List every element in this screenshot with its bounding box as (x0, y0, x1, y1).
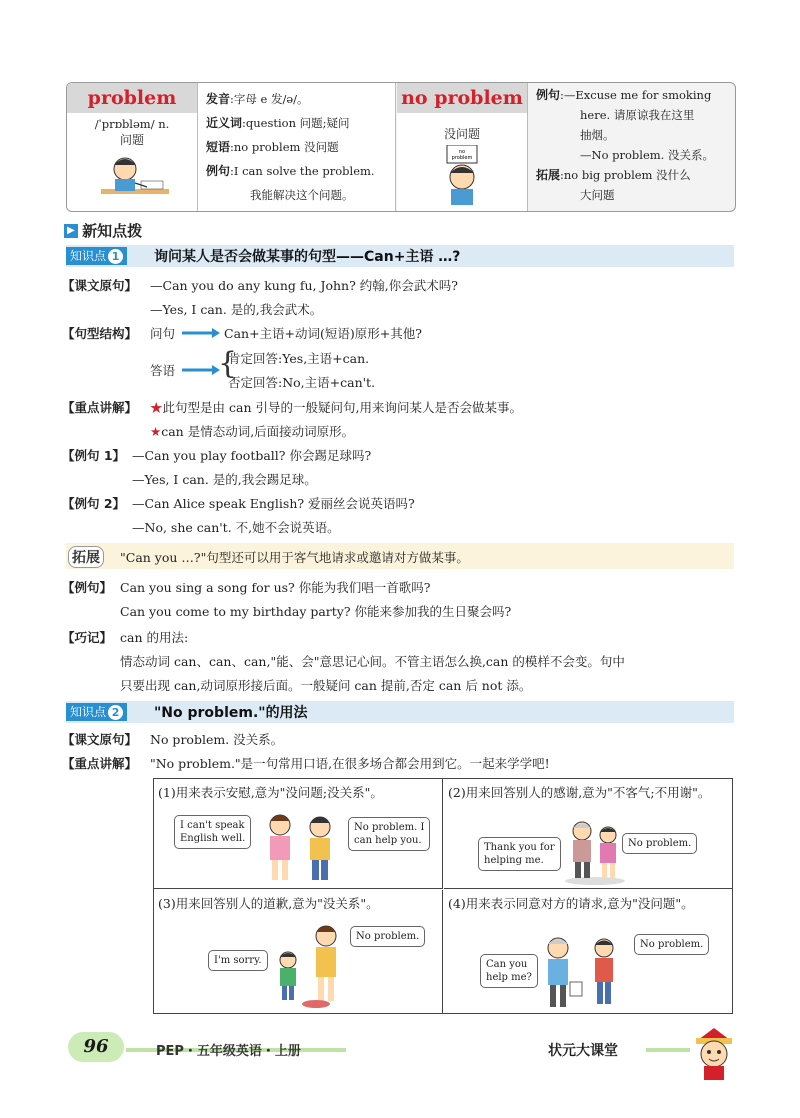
example-line: —Yes, I can. 是的,我会踢足球。 (132, 472, 317, 487)
word-card-no-problem (397, 83, 528, 211)
note-row: 短语:no problem 没问题 (206, 140, 339, 154)
kp1-source-line: —Can you do any kung fu, John? 约翰,你会武术吗? (150, 278, 458, 293)
kp2-key-label: 【重点讲解】 (62, 756, 138, 771)
kids-talking-illustration (260, 809, 340, 885)
note-row: 发音:字母 e 发/ə/。 (206, 92, 309, 106)
kp1-source-label: 【课文原句】 (62, 278, 138, 293)
vocab-box (66, 82, 736, 212)
kp1-header (66, 245, 734, 267)
answer-label: 答语 (150, 363, 176, 378)
usage-title: (3)用来回答别人的道歉,意为"没关系"。 (158, 896, 379, 911)
boy-holding-sign-illustration (427, 145, 497, 207)
speech-bubble: Thank you for helping me. (478, 837, 561, 871)
note-row: 例句:I can solve the problem. (206, 164, 375, 178)
usage-grid (153, 778, 733, 1014)
word-problem: problem (67, 83, 197, 113)
speech-bubble: I can't speak English well. (174, 815, 251, 849)
note-row-cont: 抽烟。 (580, 128, 615, 142)
speech-bubble: No problem. (634, 934, 709, 955)
usage-title: (4)用来表示同意对方的请求,意为"没问题"。 (448, 896, 694, 911)
sign-text-1: no (458, 149, 466, 155)
tip-label: 【巧记】 (62, 630, 113, 645)
brace-icon: { (218, 346, 238, 381)
kp1-tag: 知识点 1 (66, 247, 127, 265)
example-line: Can you sing a song for us? 你能为我们唱一首歌吗? (120, 580, 431, 595)
kp1-key-label: 【重点讲解】 (62, 400, 138, 415)
note-row-cont: here. 请原谅我在这里 (580, 108, 695, 122)
kp2-tag: 知识点 2 (66, 703, 127, 721)
question-label: 问句 (150, 326, 176, 341)
example-line: Can you come to my birthday party? 你能来参加我的生日聚会吗? (120, 604, 512, 619)
note-row: 近义词:question 问题;疑问 (206, 116, 350, 130)
star-icon: ★ (150, 424, 162, 439)
kp2-key-text: "No problem."是一句常用口语,在很多场合都会用到它。一起来学学吧! (150, 756, 550, 771)
brand-name: 状元大课堂 (548, 1043, 618, 1059)
sign-text-2: problem (451, 155, 473, 161)
note-row-cont: 我能解决这个问题。 (250, 188, 354, 202)
phonetic: /ˈprɒbləm/ n. (94, 117, 170, 131)
section-header (64, 220, 142, 241)
key-point: ★can 是情态动词,后面接动词原形。 (150, 424, 355, 439)
key-point: ★此句型是由 can 引导的一般疑问句,用来询问某人是否会做某事。 (150, 400, 522, 415)
kp1-struct-label: 【句型结构】 (62, 326, 138, 341)
answer-positive: 肯定回答:Yes,主语+can. (228, 351, 370, 366)
kp2-title: "No problem."的用法 (154, 705, 308, 721)
example-line: —Can you play football? 你会踢足球吗? (132, 448, 372, 463)
speech-bubble: No problem. I can help you. (348, 817, 430, 851)
word-notes-no-problem (528, 83, 735, 211)
usage-cell-2 (444, 779, 732, 889)
example1-label: 【例句 1】 (62, 448, 126, 463)
helping-elder-illustration (562, 819, 628, 887)
request-help-illustration (540, 934, 630, 1010)
answer-negative: 否定回答:No,主语+can't. (228, 375, 376, 390)
tip-line: 只要出现 can,动词原形接后面。一般疑问 can 提前,否定 can 后 not 添。 (120, 678, 532, 693)
note-row: 例句:—Excuse me for smoking (536, 88, 712, 102)
mascot-icon (690, 1026, 738, 1082)
question-structure: Can+主语+动词(短语)原形+其他? (224, 326, 422, 341)
word-card-problem (67, 83, 198, 211)
usage-cell-1 (154, 779, 443, 889)
arrow-right-icon (182, 365, 220, 375)
usage-cell-4 (444, 890, 732, 1013)
tip-line: 情态动词 can、can、can,"能、会"意思记心间。不管主语怎么换,can 的模样不会变。句中 (120, 654, 625, 669)
extension-box (66, 543, 734, 569)
speech-bubble: I'm sorry. (208, 950, 268, 971)
section-title: 新知点拨 (82, 222, 143, 240)
page-number: 96 (68, 1032, 124, 1062)
arrow-icon: ▶ (64, 224, 78, 238)
note-row: 拓展:no big problem 没什么 (536, 168, 691, 182)
word-no-problem: no problem (397, 83, 527, 113)
example-line: —Can Alice speak English? 爱丽丝会说英语吗? (132, 496, 415, 511)
example-line: —No, she can't. 不,她不会说英语。 (132, 520, 340, 535)
kp1-title: 询问某人是否会做某事的句型——Can+主语 …? (154, 249, 461, 265)
footer-bar-right (646, 1048, 690, 1052)
star-icon: ★ (150, 400, 163, 415)
example2-label: 【例句 2】 (62, 496, 126, 511)
kp2-source-text: No problem. 没关系。 (150, 732, 284, 747)
kp2-header (66, 701, 734, 723)
kp1-source-line: —Yes, I can. 是的,我会武术。 (150, 302, 323, 317)
usage-cell-3 (154, 890, 443, 1013)
book-title: PEP・五年级英语・上册 (156, 1044, 301, 1059)
extension-label: 拓展 (68, 546, 104, 568)
speech-bubble: No problem. (622, 833, 697, 854)
note-row-cont: —No problem. 没关系。 (580, 148, 714, 162)
usage-title: (2)用来回答别人的感谢,意为"不客气;不用谢"。 (448, 785, 711, 800)
word-notes-problem (198, 83, 396, 211)
kp2-source-label: 【课文原句】 (62, 732, 138, 747)
meaning: 没问题 (443, 127, 480, 141)
boy-thinking-illustration (95, 151, 175, 207)
apology-illustration (274, 920, 354, 1010)
arrow-right-icon (182, 328, 220, 338)
speech-bubble: No problem. (350, 926, 425, 947)
meaning: 问题 (119, 133, 144, 147)
note-row-cont: 大问题 (580, 188, 615, 202)
extension-text: "Can you …?"句型还可以用于客气地请求或邀请对方做某事。 (120, 550, 469, 565)
usage-title: (1)用来表示安慰,意为"没问题;没关系"。 (158, 785, 383, 800)
tip-head: can 的用法: (120, 630, 189, 645)
ext-example-label: 【例句】 (62, 580, 113, 595)
speech-bubble: Can you help me? (480, 954, 538, 988)
